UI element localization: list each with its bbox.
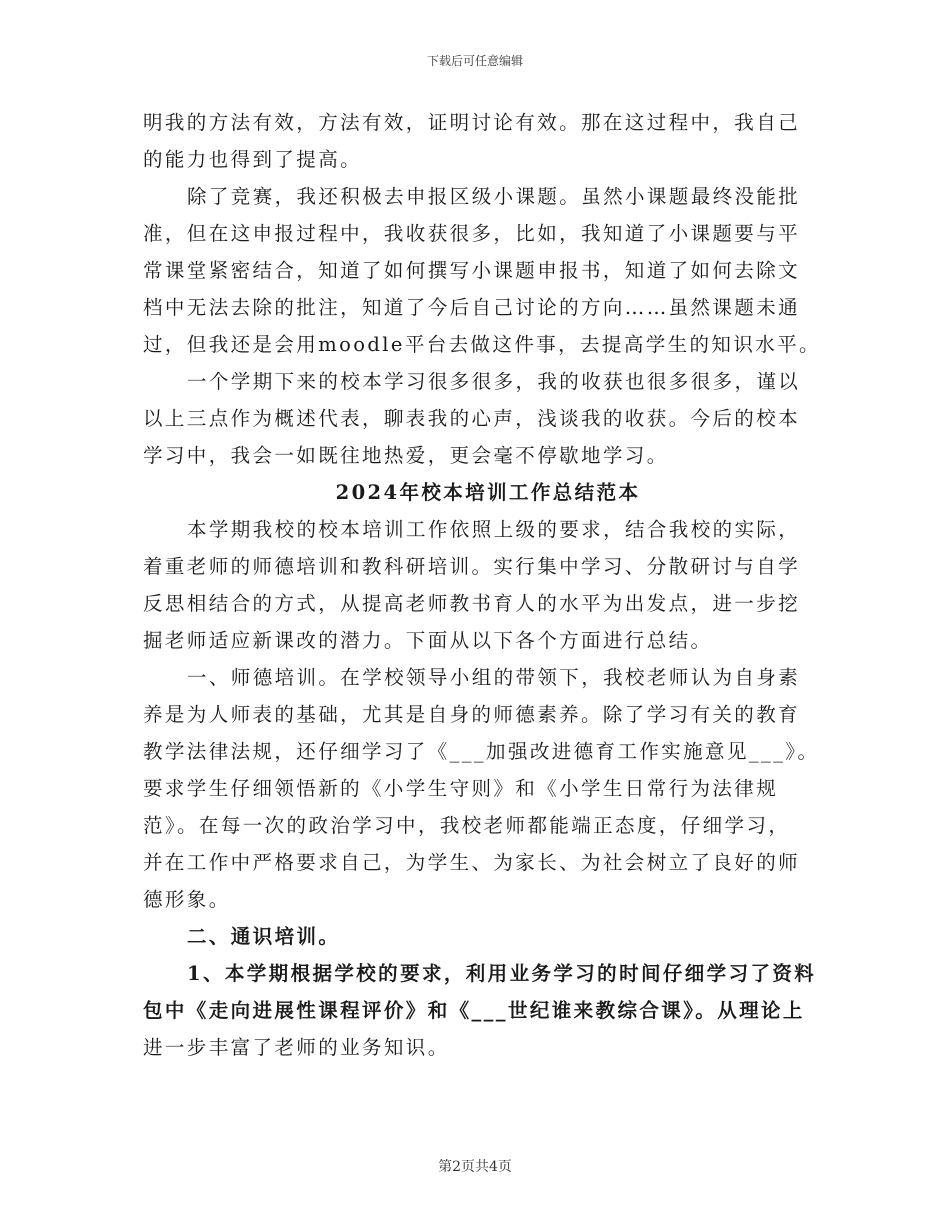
text-line: 1、本学期根据学校的要求，利用业务学习的时间仔细学习了资料	[187, 962, 817, 985]
text-line: 并在工作中严格要求自己，为学生、为家长、为社会树立了良好的师	[143, 851, 801, 874]
text-line: 教学法律法规，还仔细学习了《___加强改进德育工作实施意见___》。	[143, 740, 820, 763]
text-line: 的能力也得到了提高。	[143, 148, 363, 171]
text-line: 学习中，我会一如既往地热爱，更会毫不停歇地学习。	[143, 444, 669, 467]
text-line: 以上三点作为概述代表，聊表我的心声，浅谈我的收获。今后的校本	[143, 407, 801, 430]
page-header: 下载后可任意编辑	[426, 54, 523, 68]
text-line: 明我的方法有效，方法有效，证明讨论有效。那在这过程中，我自己	[143, 111, 801, 134]
text-line: 一、师德培训。在学校领导小组的带领下，我校老师认为自身素	[187, 666, 801, 689]
document-body	[143, 104, 823, 1066]
section-title: 2024年校本培训工作总结范本	[335, 481, 641, 504]
text-line: 过，但我还是会用moodle平台去做这件事，去提高学生的知识水平。	[143, 333, 821, 356]
text-line: 德形象。	[143, 888, 231, 911]
text-line: 包中《走向进展性课程评价》和《___世纪谁来教综合课》。从理论上	[143, 999, 805, 1022]
text-line: 准，但在这申报过程中，我收获很多，比如，我知道了小课题要与平	[143, 222, 801, 245]
text-line: 反思相结合的方式，从提高老师教书育人的水平为出发点，进一步挖	[143, 592, 801, 615]
text-line: 掘老师适应新课改的潜力。下面从以下各个方面进行总结。	[143, 629, 713, 652]
text-line: 档中无法去除的批注，知道了今后自己讨论的方向……虽然课题未通	[143, 296, 801, 319]
text-line: 范》。在每一次的政治学习中，我校老师都能端正态度，仔细学习，	[143, 814, 791, 837]
text-line: 一个学期下来的校本学习很多很多，我的收获也很多很多，谨以	[187, 370, 801, 393]
text-line: 二、通识培训。	[187, 925, 341, 948]
page-footer: 第2页共4页	[438, 1159, 512, 1175]
text-line: 常课堂紧密结合，知道了如何撰写小课题申报书，知道了如何去除文	[143, 259, 801, 282]
text-line: 养是为人师表的基础，尤其是自身的师德素养。除了学习有关的教育	[143, 703, 801, 726]
text-line: 除了竞赛，我还积极去申报区级小课题。虽然小课题最终没能批	[187, 185, 801, 208]
text-line: 要求学生仔细领悟新的《小学生守则》和《小学生日常行为法律规	[143, 777, 779, 800]
text-line: 进一步丰富了老师的业务知识。	[143, 1036, 450, 1059]
text-line: 本学期我校的校本培训工作依照上级的要求，结合我校的实际，	[187, 518, 801, 541]
text-line: 着重老师的师德培训和教科研培训。实行集中学习、分散研讨与自学	[143, 555, 801, 578]
